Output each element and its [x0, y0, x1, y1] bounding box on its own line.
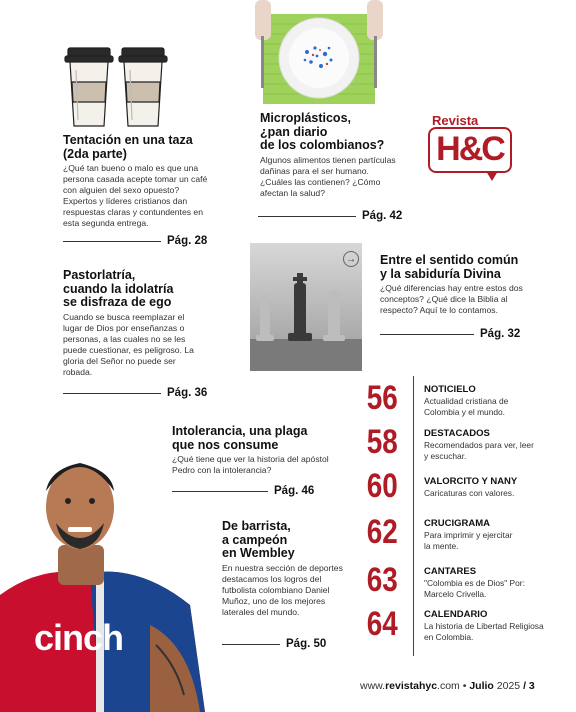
arrow-circle-icon[interactable]: → — [343, 251, 359, 267]
article-title-line2: que nos consume — [172, 437, 279, 452]
divider-line — [63, 241, 161, 242]
article-description: ¿Qué diferencias hay entre estos dos conceptos? ¿Qué dice la Biblia al respecto? Aquí te lo contamos. — [380, 283, 523, 315]
section-description: Caricaturas con valores. — [424, 488, 515, 498]
footer-separator: • — [462, 680, 467, 692]
cup-right-icon — [119, 48, 167, 126]
page-ref-28[interactable] — [63, 235, 207, 247]
divider-line — [63, 393, 161, 394]
section-number[interactable]: 58 — [366, 423, 398, 461]
article-title-line2: y la sabiduría Divina — [380, 266, 501, 281]
logo-main-text: H&C — [436, 130, 504, 168]
article-description: Algunos alimentos tienen partículas dañinas para el ser humano. ¿Cuáles las contienen? ¿Cómo afectan la salud? — [260, 154, 396, 198]
page-footer — [360, 680, 535, 692]
article-pastorlatria — [63, 269, 223, 378]
page-number[interactable]: Pág. 46 — [274, 485, 315, 497]
section-title[interactable]: CANTARES — [424, 566, 477, 577]
footer-site-bold[interactable]: revistahyc — [385, 680, 438, 692]
footer-site-post: .com — [437, 680, 460, 692]
page-number[interactable]: Pág. 32 — [480, 328, 521, 340]
section-number[interactable]: 62 — [366, 513, 398, 551]
section-title[interactable]: VALORCITO Y NANY — [424, 476, 518, 487]
section-description: Para imprimir y ejercitar la mente. — [424, 530, 513, 551]
article-title-line3: en Wembley — [222, 546, 295, 560]
coffee-cups-illustration — [62, 40, 172, 130]
article-title-line2: cuando la idolatría — [63, 281, 174, 296]
microplastics-photo — [245, 0, 393, 104]
article-title-line2: ¿pan diario — [260, 124, 328, 139]
article-title-line3: se disfraza de ego — [63, 295, 172, 309]
section-description: Actualidad cristiana de Colombia y el mundo. — [424, 396, 509, 417]
page-ref-36[interactable] — [63, 387, 207, 399]
divider-line — [222, 644, 280, 645]
section-title[interactable]: DESTACADOS — [424, 428, 490, 439]
footer-month: Julio — [469, 680, 494, 692]
article-title: Tentación en una taza — [63, 133, 193, 147]
page-number[interactable]: Pág. 36 — [167, 387, 208, 399]
section-description: Recomendados para ver, leer y escuchar. — [424, 440, 534, 461]
section-number[interactable]: 56 — [366, 379, 398, 417]
article-title: Microplásticos, — [260, 111, 351, 125]
logo-top-text: Revista — [432, 113, 479, 128]
cup-left-icon — [65, 48, 113, 126]
article-description: ¿Qué tan bueno o malo es que una persona casada acepte tomar un café con alguien del sexo opuesto? Expertos y líderes cristianos dan respuestas claras y contundentes en esta segunda entrega. — [63, 163, 208, 228]
article-description: En nuestra sección de deportes destacamos los logros del futbolista colombiano Daniel Muñoz, uno de los mejores laterales del mundo. — [222, 562, 343, 617]
section-number[interactable]: 60 — [366, 467, 398, 505]
article-description: ¿Qué tiene que ver la historia del apóstol Pedro con la intolerancia? — [172, 454, 329, 475]
section-title[interactable]: NOTICIELO — [424, 384, 476, 395]
footer-page-number: / 3 — [523, 680, 535, 692]
jersey-sponsor-text: cinch — [34, 617, 124, 658]
article-title-line2: (2da parte) — [63, 146, 127, 161]
footballer-photo — [0, 445, 210, 712]
article-title: Pastorlatría, — [63, 268, 136, 282]
page-number[interactable]: Pág. 42 — [362, 210, 403, 222]
divider-line — [380, 334, 474, 335]
article-title-line2: a campeón — [222, 532, 288, 547]
article-taza — [63, 134, 223, 229]
sections-divider — [413, 376, 414, 656]
section-title[interactable]: CRUCIGRAMA — [424, 518, 490, 529]
article-barrista — [222, 520, 372, 618]
page-number[interactable]: Pág. 50 — [286, 638, 327, 650]
section-description: "Colombia es de Dios" Por: Marcelo Crivella. — [424, 578, 525, 599]
article-sentido-comun — [380, 254, 560, 316]
article-title: De barrista, — [222, 519, 291, 533]
revista-hc-logo — [426, 113, 514, 185]
page-number[interactable]: Pág. 28 — [167, 235, 208, 247]
article-microplasticos — [260, 112, 410, 199]
section-number[interactable]: 64 — [366, 605, 398, 643]
article-title-line3: de los colombianos? — [260, 138, 385, 152]
page-ref-32[interactable] — [380, 328, 520, 340]
section-description: La historia de Libertad Religiosa en Colombia. — [424, 621, 544, 642]
section-number[interactable]: 63 — [366, 561, 398, 599]
footer-year: 2025 — [496, 680, 521, 692]
article-title: Intolerancia, una plaga — [172, 424, 308, 438]
article-description: Cuando se busca reemplazar el lugar de Dios por enseñanzas o personas, a las cuales no se les puede cuestionar, es peligroso. La gloria del Señor no puede ser robada. — [63, 311, 194, 377]
footer-site-pre: www. — [360, 680, 386, 692]
logo-bubble-tail — [486, 171, 498, 181]
article-title: Entre el sentido común — [380, 253, 519, 267]
page-ref-50[interactable] — [222, 638, 326, 650]
page-ref-42[interactable] — [258, 210, 402, 222]
divider-line — [258, 216, 356, 217]
section-title[interactable]: CALENDARIO — [424, 609, 488, 620]
